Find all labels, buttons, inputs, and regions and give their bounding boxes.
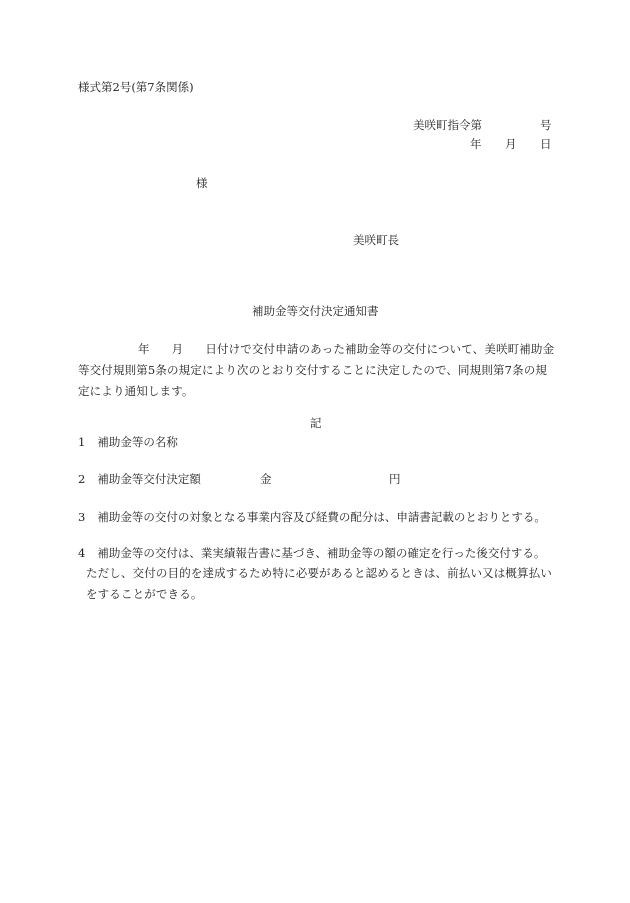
item-number: 1 (78, 435, 86, 449)
body-text: 日付けで交付申請のあった補助金等の交付について、美咲町補助金等交付規則第5条の規定により次のとおり交付することに決定したので、同規則第7条の規定により通知します。 (78, 342, 555, 398)
item-2 (78, 474, 201, 486)
issuer: 美咲町長 (353, 233, 399, 247)
item-3 (78, 512, 546, 524)
item-4-continuation: ただし、交付の目的を達成するため特に必要があると認めるときは、前払い又は概算払いをすることができる。 (86, 566, 552, 601)
date-year: 年 (470, 137, 482, 151)
date-day: 日 (540, 137, 552, 151)
body-paragraph (78, 339, 558, 402)
document-title: 補助金等交付決定通知書 (252, 304, 379, 318)
currency-prefix: 金 (260, 472, 272, 486)
item-label: 補助金等の交付は、業実績報告書に基づき、補助金等の額の確定を行った後交付する。 (97, 546, 546, 560)
item-number: 2 (78, 472, 86, 486)
note-heading: 記 (310, 416, 322, 430)
date-month: 月 (505, 137, 517, 151)
designation-suffix: 号 (540, 118, 552, 132)
item-label: 補助金等の交付の対象となる事業内容及び経費の配分は、申請書記載のとおりとする。 (97, 510, 546, 524)
item-1 (78, 437, 178, 449)
body-year: 年 (138, 342, 150, 356)
designation-prefix: 美咲町指令第 (413, 118, 482, 132)
body-month: 月 (171, 342, 184, 356)
currency-suffix: 円 (389, 472, 401, 486)
item-label: 補助金等の名称 (97, 435, 178, 449)
item-label: 補助金等交付決定額 (97, 472, 201, 486)
form-number: 様式第2号(第7条関係) (78, 80, 194, 94)
item-number: 3 (78, 510, 86, 524)
addressee-honorific: 様 (196, 176, 208, 190)
item-number: 4 (78, 546, 86, 560)
item-4 (78, 548, 545, 560)
